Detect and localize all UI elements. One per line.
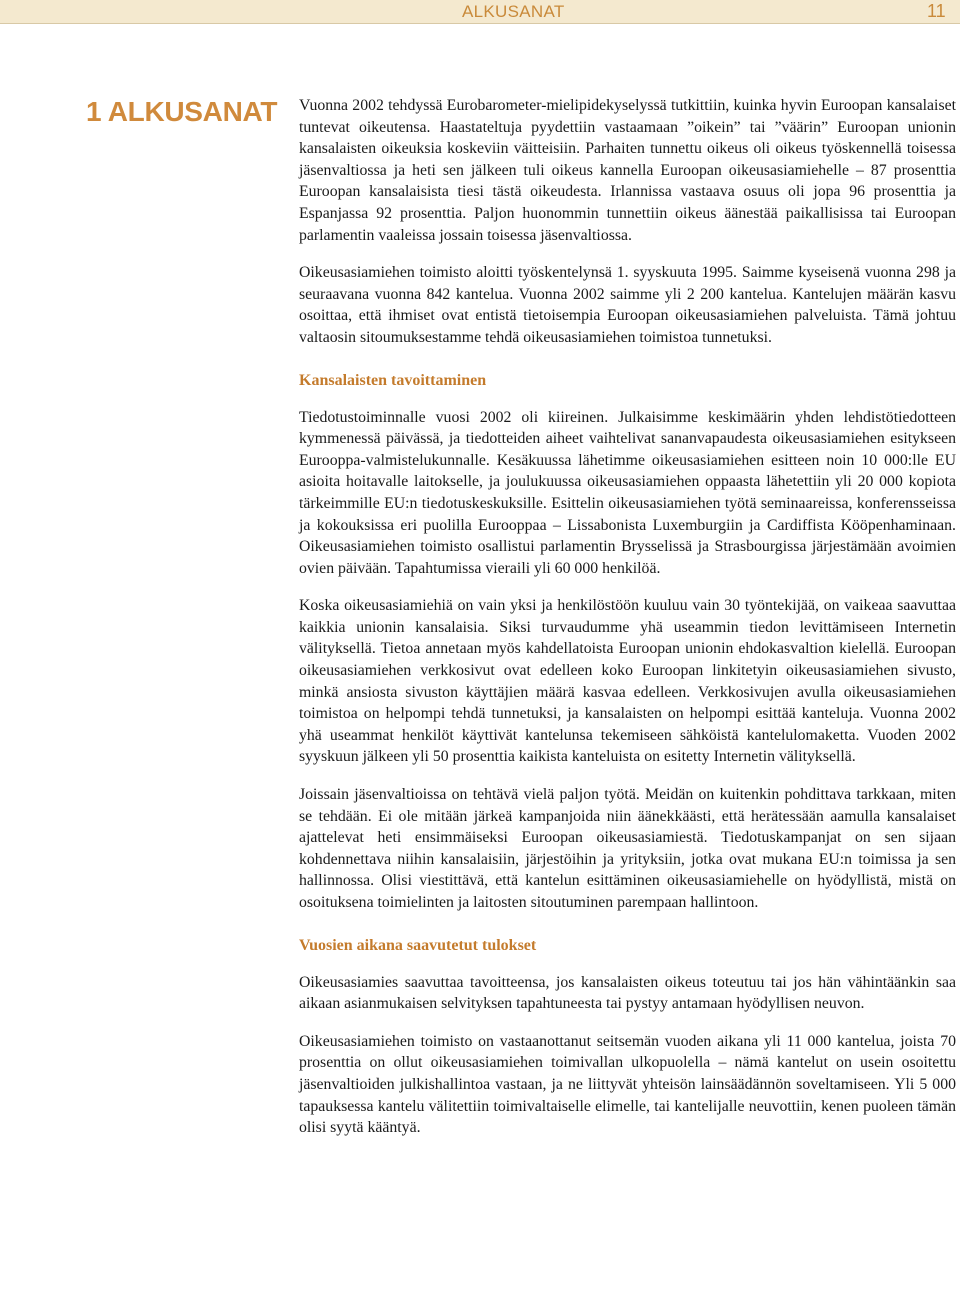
paragraph-intro-1: Vuonna 2002 tehdyssä Eurobarometer-mielipidekyselyssä tutkittiin, kuinka hyvin Euroopan kansalaiset tuntevat oikeutensa. Haastateltuja pyydettiin vastaamaan ”oikein” tai ”väärin” Euroopan unionin kansalaisten oikeuksia koskeviin väitteisiin. Parhaiten tunnettu oikeus oli oikeus työskennellä toisessa jäsenvaltiossa ja heti sen jälkeen tuli oikeus kannella Euroopan oikeusasiamiehelle – 87 prosenttia Euroopan kansalaisista tiesi tästä oikeudesta. Irlannissa vastaava osuus oli jopa 96 prosenttia ja Espanjassa 92 prosenttia. Paljon huonommin tunnettiin oikeus äänestää paikallisissa tai Euroopan parlamentin vaaleissa jossain toisessa jäsenvaltiossa.	[299, 97, 956, 244]
chapter-number: 1	[86, 96, 102, 127]
paragraph-results-2: Oikeusasiamiehen toimisto on vastaanottanut seitsemän vuoden aikana yli 11 000 kantelua, joista 70 prosenttia on ollut oikeusasiamiehen toimivallan ulkopuolella – nämä kantelut on usein osoitettu jäsenvaltioiden julkishallintoa vastaan, ja ne liittyvät yhteisön lainsäädännön soveltamiseen. Yli 5 000 tapauksessa kantelu välitettiin toimivaltaiselle elimelle, tai kantelijalle neuvottiin, kenen puoleen tämän olisi syytä kääntyä.	[299, 1032, 956, 1137]
paragraph-reaching-3: Joissain jäsenvaltioissa on tehtävä vielä paljon työtä. Meidän on kuitenkin pohdittava tarkkaan, miten se tehdään. Ei ole mitään järkeä kampanjoida niin äänekkäästi, että herätessään aamulla kansalaiset ajattelevat heti ensimmäiseksi Euroopan oikeusasiamiestä. Tiedotuskampanjat on sen sijaan kohdennettava niihin kansalaisiin, järjestöihin ja yrityksiin, jotka ovat mukana EU:n toimissa ja sen hallinnossa. Olisi viestittävä, että kantelun esittäminen oikeusasiamiehelle on hyödyllistä, mistä on osoituksena toimielinten ja laitosten sitoutuminen parempaan hallintoon.	[299, 786, 956, 911]
chapter-heading	[86, 96, 277, 128]
paragraph-intro-2: Oikeusasiamiehen toimisto aloitti työskentelynsä 1. syyskuuta 1995. Saimme kyseisenä vuonna 298 ja seuraavana vuonna 842 kantelua. Vuonna 2002 saimme yli 2 200 kantelua. Kantelujen määrän kasvu osoittaa, että ihmiset ovat entistä tietoisempia Euroopan oikeusasiamiehen palveluista. Tämä johtuu valtaosin sitoumuksestamme tehdä oikeusasiamiehen toimistoa tunnetuksi.	[299, 264, 956, 346]
section-heading-reaching-citizens: Kansalaisten tavoittaminen	[299, 371, 487, 389]
body-text	[299, 95, 956, 1155]
page-number: 11	[927, 1, 946, 21]
paragraph-reaching-2: Koska oikeusasiamiehiä on vain yksi ja henkilöstöön kuuluu vain 30 työntekijää, on vaikeaa saavuttaa kaikkia unionin kansalaisia. Siksi turvaudumme yhä useammin tiedon levittämiseen Internetin välityksellä. Tietoa annetaan myös kahdellatoista Euroopan unionin ehdokasvaltion kielellä. Euroopan oikeusasiamiehen verkkosivut ovat edelleen koko Euroopan linkitetyin oikeusasiamiehen sivusto, minkä ansiosta sivuston käyttäjien määrä kasvaa edelleen. Verkkosivujen avulla oikeusasiamiehen toimistoa on helpompi tehdä tunnetuksi, ja kansalaisten on helpompi esittää kanteluja. Vuonna 2002 yhä useammat henkilöt käyttivät kantelunsa tekemiseen sähköistä kantelulomaketta. Vuoden 2002 syyskuun jälkeen yli 50 prosenttia kaikista kanteluista on esitetty Internetin välityksellä.	[299, 597, 956, 766]
running-header-title: ALKUSANAT	[462, 2, 565, 21]
paragraph-reaching-1: Tiedotustoiminnalle vuosi 2002 oli kiireinen. Julkaisimme keskimäärin yhden lehdistötiedotteen kymmenessä päivässä, ja tiedotteiden aiheet vaihtelivat sananvapaudesta oikeusasiamiehen esitykseen Eurooppa-valmistelukunnalle. Kesäkuussa lähetimme oikeusasiamiehen esitteen noin 10 000:lle EU asioita hoitavalle laitokselle, ja joulukuussa oikeusasiamiehen oppaasta lähetettiin yli 20 000 kopiota tärkeimmille EU:n tiedotuskeskuksille. Esittelin oikeusasiamiehen työtä seminaareissa, konferensseissa ja kokouksissa eri puolilla Eurooppaa – Lissabonista Luxemburgiin ja Cardiffista Kööpenhaminaan. Oikeusasiamiehen toimisto osallistui parlamentin Brysselissä ja Strasbourgissa järjestämään avoimien ovien päivään. Tapahtumissa vieraili yli 60 000 henkilöä.	[299, 408, 956, 577]
chapter-title: ALKUSANAT	[107, 96, 278, 127]
section-heading-results: Vuosien aikana saavutetut tulokset	[299, 936, 537, 954]
page-header	[0, 0, 960, 24]
paragraph-results-1: Oikeusasiamies saavuttaa tavoitteensa, jos kansalaisten oikeus toteutuu tai jos hän vähintäänkin saa aikaan asianmukaisen selvityksen tapahtuneesta tai pystyy antamaan hyödyllisen neuvon.	[299, 973, 956, 1013]
